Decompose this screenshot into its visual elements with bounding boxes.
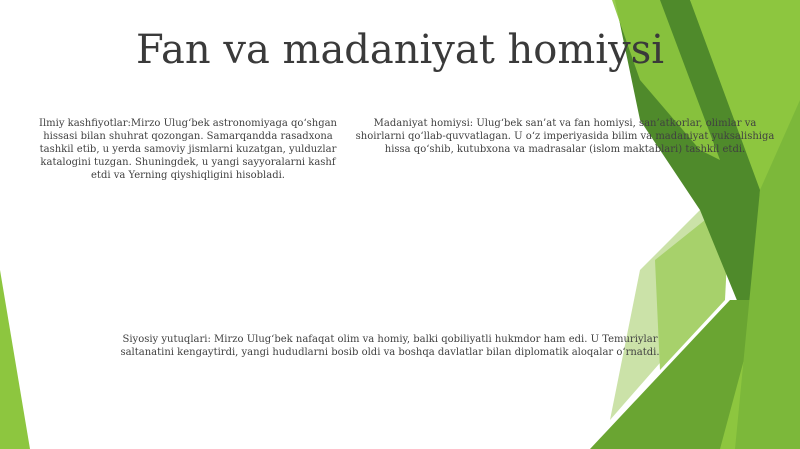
slide-title: Fan va madaniyat homiysi — [135, 27, 665, 73]
text-block-cultural-patron: Madaniyat homiysi: Ulug‘bek san’at va fan homiysi, san’atkorlar, olimlar va shoirlarni qo‘llab-quvvatlagan. U o‘z imperiyasida bilim va madaniyat yuksalishiga hissa qo‘shib, kutubxona va madrasalar (islom maktablari) tashkil etdi. — [355, 118, 775, 155]
text-block-scientific-discoveries: Ilmiy kashfiyotlar:Mirzo Ulug‘bek astronomiyaga qo‘shgan hissasi bilan shuhrat qozongan. Samarqandda rasadxona tashkil etib, u yerda samoviy jismlarni kuzatgan, yulduzlar katalogini tuzgan. Shuningdek, u yangi sayyoralarni kashf etdi va Yerning qiyshiqligini hisobladi. — [39, 118, 337, 181]
left-green-sliver — [0, 270, 30, 449]
text-block-political-achievements: Siyosiy yutuqlari: Mirzo Ulug‘bek nafaqat olim va homiy, balki qobiliyatli hukmdor ham edi. U Temuriylar saltanatini kengaytirdi, yangi hududlarni bosib oldi va boshqa davlatlar bilan diplomatik aloqalar o‘rnatdi. — [120, 334, 660, 358]
